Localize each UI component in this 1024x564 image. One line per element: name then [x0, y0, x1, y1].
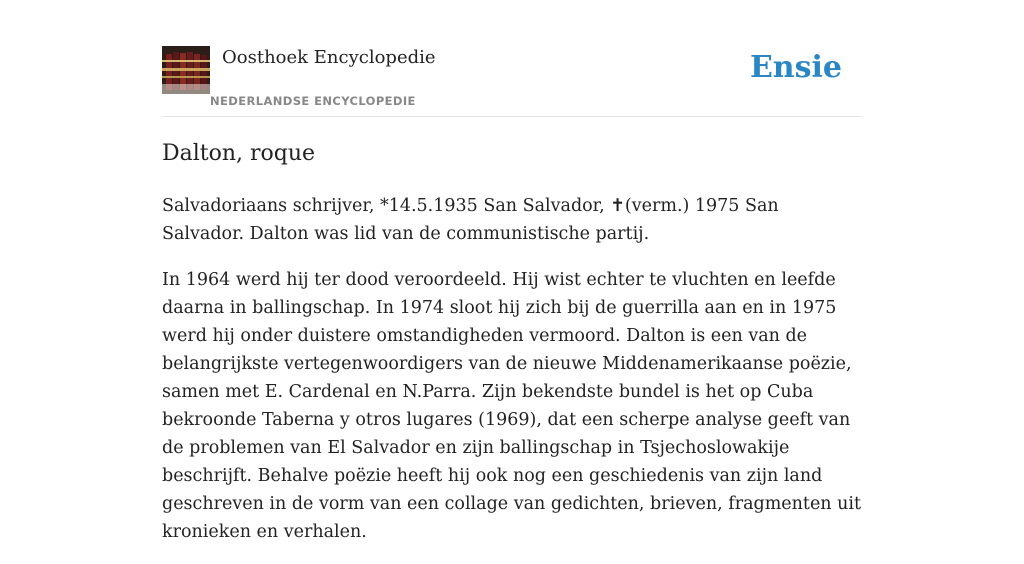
- site-subtitle: NEDERLANDSE ENCYCLOPEDIE: [210, 94, 416, 108]
- site-header: [162, 44, 862, 117]
- article: [162, 138, 862, 564]
- site-title[interactable]: Oosthoek Encyclopedie: [222, 47, 436, 68]
- encyclopedia-books-icon[interactable]: [162, 46, 210, 94]
- article-title: Dalton, roque: [162, 141, 316, 166]
- article-paragraph: In 1964 werd hij ter dood veroordeeld. Hij wist echter te vluchten en leefde daarna in ballingschap. In 1974 sloot hij zich bij de guerrilla aan en in 1975 werd hij onder duistere omstandigheden vermoord. Dalton is een van de belangrijkste vertegenwoordigers van de nieuwe Middenamerikaanse poëzie, samen met E. Cardenal en N.Parra. Zijn bekendste bundel is het op Cuba bekroonde Taberna y otros lugares (1969), dat een scherpe analyse geeft van de problemen van El Salvador en zijn ballingschap in Tsjechoslowakije beschrijft. Behalve poëzie heeft hij ook nog een geschiedenis van zijn land geschreven in de vorm van een collage van gedichten, brieven, fragmenten uit kronieken en verhalen.: [162, 270, 862, 542]
- ensie-logo[interactable]: Ensie: [749, 50, 842, 85]
- article-paragraph: Salvadoriaans schrijver, *14.5.1935 San Salvador, ✝(verm.) 1975 San Salvador. Dalton was lid van de communistische partij.: [162, 196, 779, 244]
